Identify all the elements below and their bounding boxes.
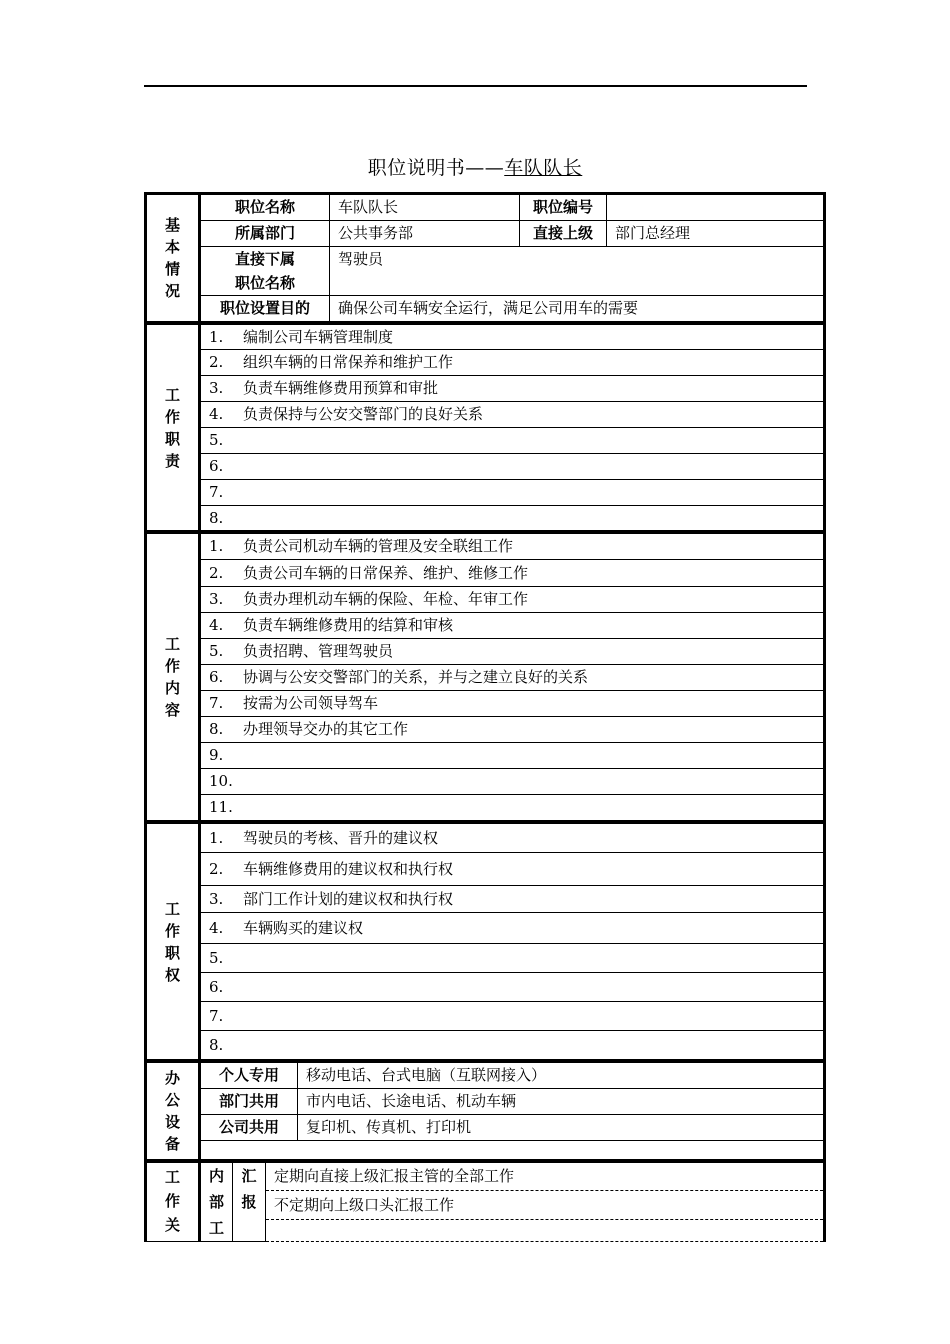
subordinate-label: [200, 247, 330, 296]
authority-item-text: 车辆维修费用的建议权和执行权: [243, 860, 454, 878]
content-item: [200, 691, 825, 717]
duties-item-number: 8.: [209, 509, 224, 527]
position-name-value: 车队队长: [330, 194, 520, 221]
section-equipment: [144, 1060, 826, 1160]
authority-item: [200, 823, 825, 853]
authority-item-number: 5.: [209, 949, 224, 967]
content-item-number: 7.: [209, 694, 224, 712]
duties-item-number: 3.: [209, 379, 224, 397]
content-item-number: 4.: [209, 616, 224, 634]
content-item-number: 3.: [209, 590, 224, 608]
duties-item-text: 负责保持与公安交警部门的良好关系: [243, 405, 484, 423]
subordinate-value: 驾驶员: [330, 247, 825, 296]
content-item-number: 11.: [209, 798, 233, 816]
equipment-label-company: 公司共用: [200, 1115, 298, 1141]
authority-item-number: 6.: [209, 978, 224, 996]
content-item-text: 负责招聘、管理驾驶员: [243, 642, 394, 660]
content-item: [200, 795, 825, 821]
authority-item-number: 7.: [209, 1007, 224, 1025]
authority-item: [200, 1031, 825, 1060]
content-item: [200, 613, 825, 639]
section-relations: [144, 1160, 826, 1242]
section-label-basic: 基本情况: [146, 194, 200, 322]
content-item: [200, 587, 825, 613]
content-item-number: 2.: [209, 564, 224, 582]
section-authority: [144, 821, 826, 1060]
relation-line-2: 不定期向上级口头汇报工作: [266, 1191, 825, 1219]
equipment-value-personal: 移动电话、台式电脑（互联网接入）: [298, 1062, 825, 1089]
content-item: [200, 560, 825, 587]
content-item: [200, 533, 825, 560]
department-value: 公共事务部: [330, 221, 520, 247]
duties-item-text: 组织车辆的日常保养和维护工作: [243, 353, 454, 371]
duties-item-number: 5.: [209, 431, 224, 449]
authority-item-number: 3.: [209, 890, 224, 908]
content-item: [200, 769, 825, 795]
purpose-label: 职位设置目的: [200, 296, 330, 322]
header-rule: [144, 85, 807, 87]
section-label-duties: 工作职责: [146, 324, 200, 531]
duties-item-number: 7.: [209, 483, 224, 501]
duties-item-number: 1.: [209, 328, 224, 346]
duties-item-text: 编制公司车辆管理制度: [243, 328, 394, 346]
content-item-text: 负责公司车辆的日常保养、维护、维修工作: [243, 564, 529, 582]
content-item-number: 10.: [209, 772, 233, 790]
content-item: [200, 665, 825, 691]
content-item-text: 按需为公司领导驾车: [243, 694, 379, 712]
position-code-label: 职位编号: [520, 194, 607, 221]
authority-item-text: 驾驶员的考核、晋升的建议权: [243, 829, 439, 847]
duties-item-number: 6.: [209, 457, 224, 475]
section-label-authority: 工作职权: [146, 823, 200, 1060]
content-item-text: 负责公司机动车辆的管理及安全联组工作: [243, 537, 514, 555]
section-content: [144, 531, 826, 821]
section-basic: [144, 192, 826, 322]
equipment-label-personal: 个人专用: [200, 1062, 298, 1089]
relation-line-3: [266, 1219, 825, 1241]
report-label: 汇报: [233, 1162, 266, 1242]
duties-item: [200, 402, 825, 428]
relation-line-1: 定期向直接上级汇报主管的全部工作: [266, 1162, 825, 1191]
authority-item: [200, 944, 825, 973]
duties-item: [200, 350, 825, 376]
authority-item: [200, 1002, 825, 1031]
content-item: [200, 639, 825, 665]
authority-item-number: 1.: [209, 829, 224, 847]
authority-item-text: 车辆购买的建议权: [243, 919, 364, 937]
equipment-value-department: 市内电话、长途电话、机动车辆: [298, 1089, 825, 1115]
content-item-number: 1.: [209, 537, 224, 555]
subordinate-label-line2: 职位名称: [234, 274, 295, 292]
content-item: [200, 717, 825, 743]
equipment-label-department: 部门共用: [200, 1089, 298, 1115]
title-position: 车队队长: [504, 157, 583, 179]
superior-value: 部门总经理: [607, 221, 825, 247]
department-label: 所属部门: [200, 221, 330, 247]
section-duties: [144, 322, 826, 531]
authority-item: [200, 913, 825, 944]
title-prefix: 职位说明书——: [367, 157, 505, 179]
content-item-number: 5.: [209, 642, 224, 660]
authority-item: [200, 973, 825, 1002]
purpose-value: 确保公司车辆安全运行，满足公司用车的需要: [330, 296, 825, 322]
content-item-text: 协调与公安交警部门的关系，并与之建立良好的关系: [243, 668, 589, 686]
authority-item: [200, 853, 825, 886]
position-name-label: 职位名称: [200, 194, 330, 221]
duties-item: [200, 454, 825, 480]
content-item: [200, 743, 825, 769]
subordinate-label-line1: 直接下属: [234, 250, 295, 268]
content-item-text: 负责车辆维修费用的结算和审核: [243, 616, 454, 634]
internal-label: 内部工: [200, 1162, 233, 1242]
duties-item: [200, 324, 825, 350]
authority-item: [200, 886, 825, 913]
superior-label: 直接上级: [520, 221, 607, 247]
duties-item: [200, 506, 825, 531]
duties-item: [200, 480, 825, 506]
duties-item-number: 4.: [209, 405, 224, 423]
job-description-form: [144, 192, 826, 1237]
document-title: [0, 153, 950, 180]
authority-item-number: 2.: [209, 860, 224, 878]
equipment-value-company: 复印机、传真机、打印机: [298, 1115, 825, 1141]
authority-item-number: 8.: [209, 1036, 224, 1054]
section-label-equipment: 办公设备: [146, 1062, 200, 1160]
section-label-content: 工作内容: [146, 533, 200, 821]
content-item-text: 办理领导交办的其它工作: [243, 720, 409, 738]
content-item-number: 9.: [209, 746, 224, 764]
duties-item: [200, 428, 825, 454]
duties-item-number: 2.: [209, 353, 224, 371]
equipment-spacer: [200, 1141, 825, 1160]
content-item-number: 6.: [209, 668, 224, 686]
section-label-relations: 工作关: [146, 1162, 200, 1242]
duties-item: [200, 376, 825, 402]
authority-item-text: 部门工作计划的建议权和执行权: [243, 890, 454, 908]
position-code-value: [607, 194, 825, 221]
content-item-text: 负责办理机动车辆的保险、年检、年审工作: [243, 590, 529, 608]
authority-item-number: 4.: [209, 919, 224, 937]
duties-item-text: 负责车辆维修费用预算和审批: [243, 379, 439, 397]
content-item-number: 8.: [209, 720, 224, 738]
